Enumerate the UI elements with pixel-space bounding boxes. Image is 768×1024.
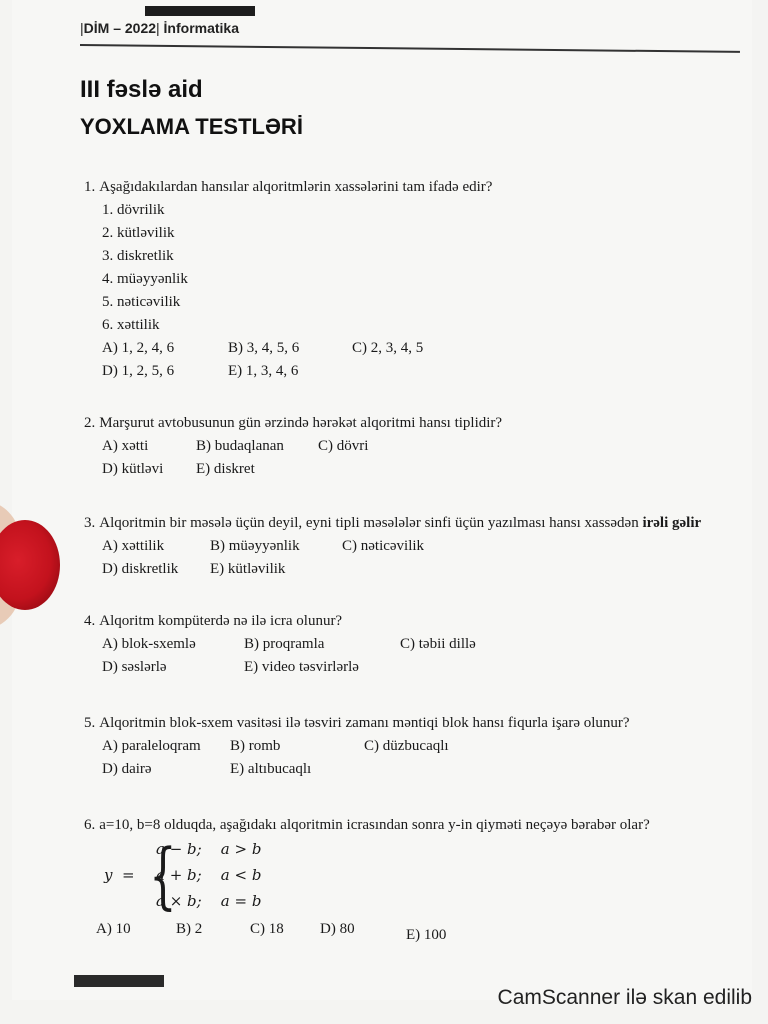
question-text: 4. Alqoritm kompüterdə nə ilə icra olunur? (84, 613, 343, 629)
option-e: E) 100 (406, 927, 447, 943)
option-c: C) düzbucaqlı (364, 738, 449, 754)
question-6-options (84, 918, 744, 941)
options-row (84, 458, 744, 481)
page-header: |DİM – 2022| İnformatika (80, 20, 240, 36)
formula-equals: = (122, 866, 135, 884)
header-subject: İnformatika (163, 20, 240, 36)
option-a: A) 1, 2, 4, 6 (102, 340, 175, 356)
question-text: 3. Alqoritmin bir məsələ üçün deyil, eyni tipli məsələlər sinfi üçün yazılması hansı xassədən irəli gəlir (84, 515, 702, 531)
option-c: C) dövri (318, 438, 369, 454)
top-marker-bar (145, 6, 255, 16)
formula-case-1: a − b; a > b (156, 840, 262, 858)
option-c: C) 18 (250, 921, 284, 937)
option-d: D) diskretlik (102, 561, 179, 577)
option-b: B) 3, 4, 5, 6 (228, 340, 300, 356)
option-a: A) paraleloqram (102, 738, 201, 754)
option-a: A) xəttilik (102, 538, 165, 554)
question-2 (84, 412, 744, 481)
header-brand: DİM – 2022 (83, 20, 157, 36)
options-row (84, 633, 744, 656)
chapter-title: III fəslə aid (80, 76, 203, 103)
list-item: 1. dövrilik (102, 202, 165, 218)
options-row (84, 337, 744, 360)
paper-sheet (12, 0, 752, 1000)
option-d: D) kütləvi (102, 461, 164, 477)
option-c: C) təbii dillə (400, 636, 476, 652)
question-1 (84, 176, 744, 383)
options-row (84, 535, 754, 558)
scanner-watermark: CamScanner ilə skan edilib (497, 986, 752, 1009)
options-row (84, 735, 754, 758)
option-b: B) romb (230, 738, 281, 754)
list-item: 5. nəticəvilik (102, 294, 181, 310)
section-title: YOXLAMA TESTLƏRİ (80, 114, 303, 139)
option-b: B) budaqlanan (196, 438, 284, 454)
option-d: D) 80 (320, 921, 355, 937)
option-e: E) 1, 3, 4, 6 (228, 363, 299, 379)
question-5 (84, 712, 754, 781)
left-brace-glyph: { (149, 833, 177, 917)
option-d: D) dairə (102, 761, 152, 777)
bottom-marker-bar (74, 975, 164, 987)
formula-lhs: y (104, 866, 113, 884)
option-e: E) kütləvilik (210, 561, 286, 577)
option-e: E) video təsvirlərlə (244, 659, 359, 675)
options-row (84, 918, 744, 941)
option-a: A) xətti (102, 438, 149, 454)
list-item: 4. müəyyənlik (102, 271, 188, 287)
options-row (84, 360, 744, 383)
formula-case-3: a × b; a = b (156, 892, 262, 910)
option-b: B) müəyyənlik (210, 538, 300, 554)
question-text: 1. Aşağıdakılardan hansılar alqoritmlərin xassələrini tam ifadə edir? (84, 179, 493, 195)
option-b: B) 2 (176, 921, 203, 937)
option-c: C) nəticəvilik (342, 538, 425, 554)
option-d: D) səslərlə (102, 659, 167, 675)
options-row (84, 758, 754, 781)
options-row (84, 558, 754, 581)
question-6 (84, 814, 754, 837)
formula-case-2: a + b; a < b (156, 866, 262, 884)
list-item: 2. kütləvilik (102, 225, 175, 241)
option-d: D) 1, 2, 5, 6 (102, 363, 175, 379)
options-row (84, 656, 744, 679)
question-text: 2. Marşurut avtobusunun gün ərzində hərəkət alqoritmi hansı tiplidir? (84, 415, 503, 431)
question-4 (84, 610, 744, 679)
option-e: E) altıbucaqlı (230, 761, 312, 777)
option-a: A) blok-sxemlə (102, 636, 196, 652)
list-item: 3. diskretlik (102, 248, 174, 264)
question-3 (84, 512, 754, 581)
options-row (84, 435, 744, 458)
question-text: 6. a=10, b=8 olduqda, aşağıdakı alqoritmin icrasından sonra y-in qiyməti neçəyə bərabər olar? (84, 817, 650, 833)
option-b: B) proqramla (244, 636, 325, 652)
option-a: A) 10 (96, 921, 131, 937)
option-e: E) diskret (196, 461, 255, 477)
list-item: 6. xəttilik (102, 317, 160, 333)
question-text: 5. Alqoritmin blok-sxem vasitəsi ilə təsviri zamanı məntiqi blok hansı fiqurla işarə olunur? (84, 715, 630, 731)
option-c: C) 2, 3, 4, 5 (352, 340, 424, 356)
